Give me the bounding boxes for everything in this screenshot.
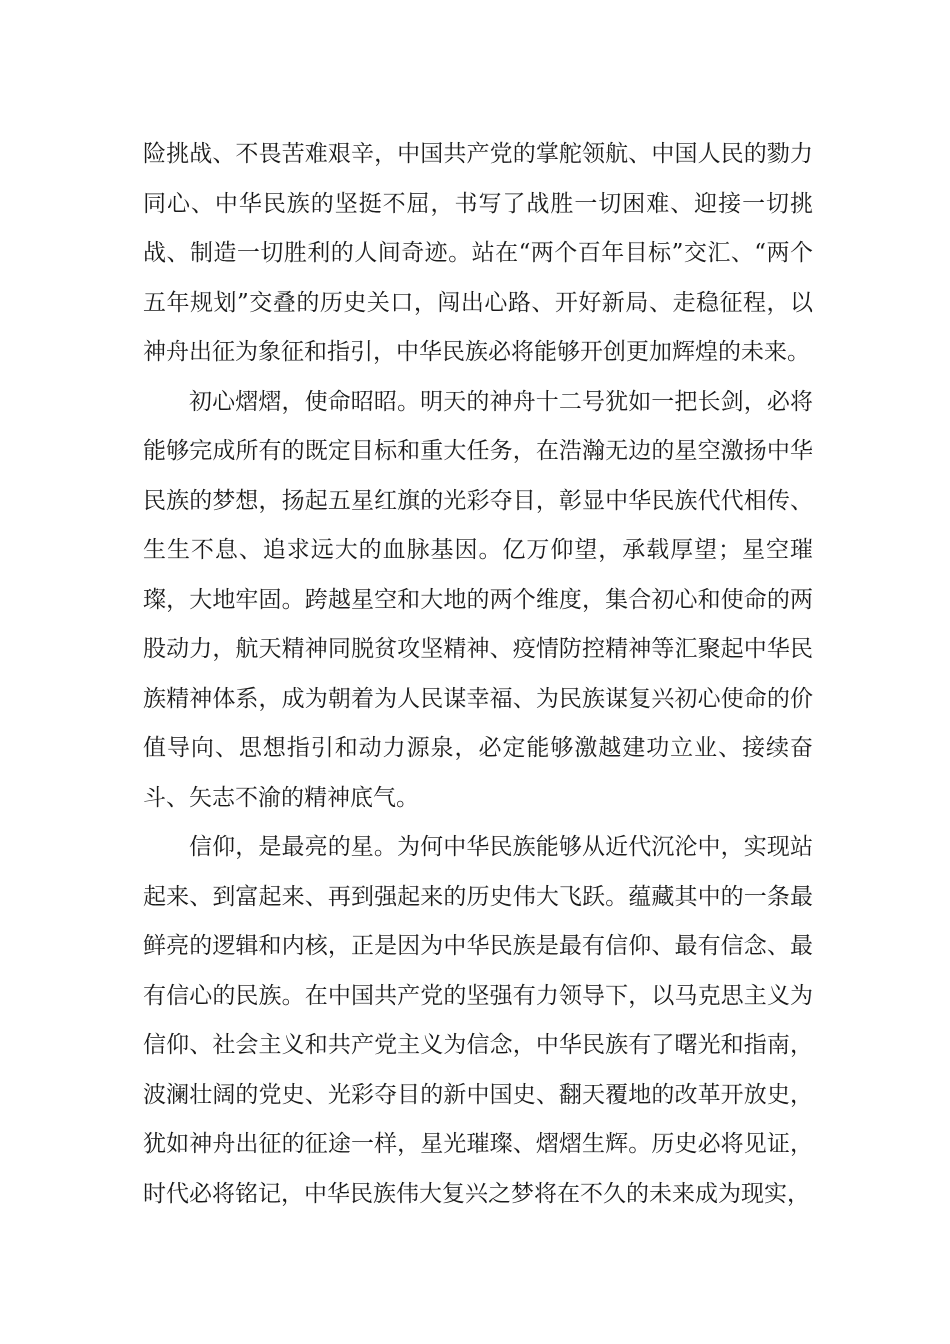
document-body — [143, 130, 813, 1219]
paragraph-continued: 险挑战、不畏苦难艰辛，中国共产党的掌舵领航、中国人民的勠力同心、中华民族的坚挺不屈，书写了战胜一切困难、迎接一切挑战、制造一切胜利的人间奇迹。站在“两个百年目标”交汇、“两个五年规划”交叠的历史关口，闯出心路、开好新局、走稳征程，以神舟出征为象征和指引，中华民族必将能够开创更加辉煌的未来。 — [143, 141, 813, 365]
paragraph: 初心熠熠，使命昭昭。明天的神舟十二号犹如一把长剑，必将能够完成所有的既定目标和重大任务，在浩瀚无边的星空激扬中华民族的梦想，扬起五星红旗的光彩夺目，彰显中华民族代代相传、生生不息、追求远大的血脉基因。亿万仰望，承载厚望；星空璀璨，大地牢固。跨越星空和大地的两个维度，集合初心和使命的两股动力，航天精神同脱贫攻坚精神、疫情防控精神等汇聚起中华民族精神体系，成为朝着为人民谋幸福、为民族谋复兴初心使命的价值导向、思想指引和动力源泉，必定能够激越建功立业、接续奋斗、矢志不渝的精神底气。 — [143, 388, 813, 811]
paragraph: 信仰，是最亮的星。为何中华民族能够从近代沉沦中，实现站起来、到富起来、再到强起来的历史伟大飞跃。蕴藏其中的一条最鲜亮的逻辑和内核，正是因为中华民族是最有信仰、最有信念、最有信心的民族。在中国共产党的坚强有力领导下，以马克思主义为信仰、社会主义和共产党主义为信念，中华民族有了曙光和指南，波澜壮阔的党史、光彩夺目的新中国史、翻天覆地的改革开放史，犹如神舟出征的征途一样，星光璀璨、熠熠生辉。历史必将见证，时代必将铭记，中华民族伟大复兴之梦将在不久的未来成为现实， — [143, 834, 813, 1207]
